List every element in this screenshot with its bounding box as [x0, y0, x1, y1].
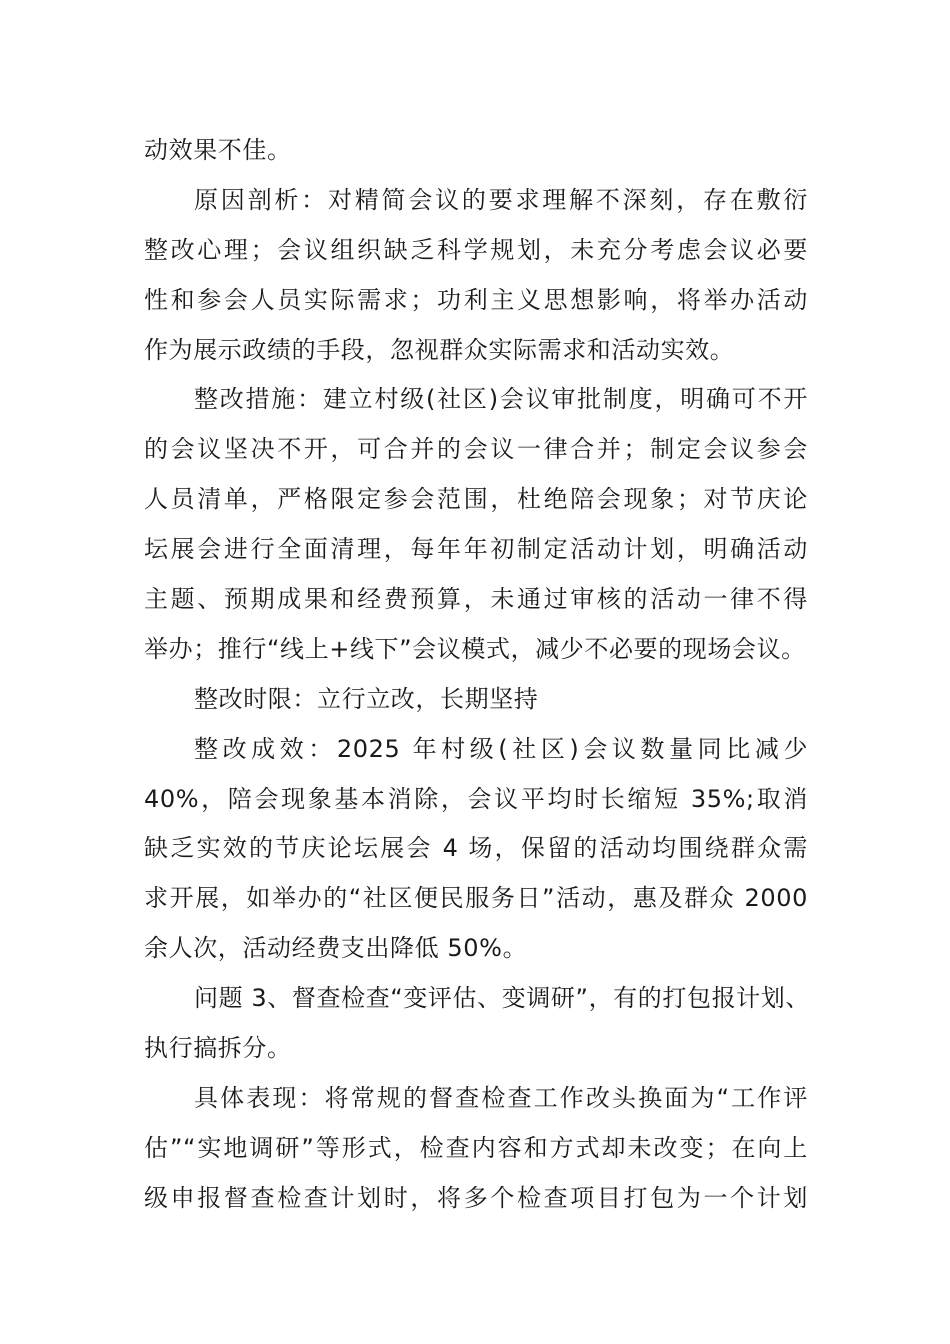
- text-line: 动效果不佳。: [144, 136, 292, 164]
- text-line: 整改措施：建立村级(社区)会议审批制度，明确可不开: [194, 385, 808, 414]
- text-line: 级申报督查检查计划时，将多个检查项目打包为一个计划: [144, 1183, 808, 1212]
- text-line: 缺乏实效的节庆论坛展会 4 场，保留的活动均围绕群众需: [144, 834, 808, 863]
- text-line: 余人次，活动经费支出降低 50%。: [144, 934, 528, 963]
- text-line: 估”“实地调研”等形式，检查内容和方式却未改变；在向上: [144, 1133, 808, 1162]
- text-line: 坛展会进行全面清理，每年年初制定活动计划，明确活动: [144, 535, 808, 564]
- text-line: 问题 3、督查检查“变评估、变调研”，有的打包报计划、: [194, 984, 810, 1013]
- text-line: 整改时限：立行立改，长期坚持: [194, 684, 539, 713]
- text-line: 求开展，如举办的“社区便民服务日”活动，惠及群众 2000: [144, 884, 808, 913]
- text-line: 40%，陪会现象基本消除，会议平均时长缩短 35%;取消: [144, 784, 808, 813]
- text-line: 举办；推行“线上+线下”会议模式，减少不必要的现场会议。: [144, 634, 806, 663]
- text-line: 作为展示政绩的手段，忽视群众实际需求和活动实效。: [144, 335, 735, 364]
- document-body: [144, 126, 808, 1224]
- text-line: 整改心理；会议组织缺乏科学规划，未充分考虑会议必要: [144, 235, 808, 264]
- text-line: 主题、预期成果和经费预算，未通过审核的活动一律不得: [144, 585, 808, 614]
- text-line: 执行搞拆分。: [144, 1034, 292, 1063]
- text-line: 原因剖析：对精简会议的要求理解不深刻，存在敷衍: [194, 185, 808, 214]
- text-line: 具体表现：将常规的督查检查工作改头换面为“工作评: [194, 1083, 808, 1112]
- text-line: 性和参会人员实际需求；功利主义思想影响，将举办活动: [144, 285, 808, 314]
- text-line: 整改成效：2025 年村级(社区)会议数量同比减少: [194, 734, 808, 763]
- text-line: 的会议坚决不开，可合并的会议一律合并；制定会议参会: [144, 435, 808, 464]
- text-line: 人员清单，严格限定参会范围，杜绝陪会现象；对节庆论: [144, 485, 808, 514]
